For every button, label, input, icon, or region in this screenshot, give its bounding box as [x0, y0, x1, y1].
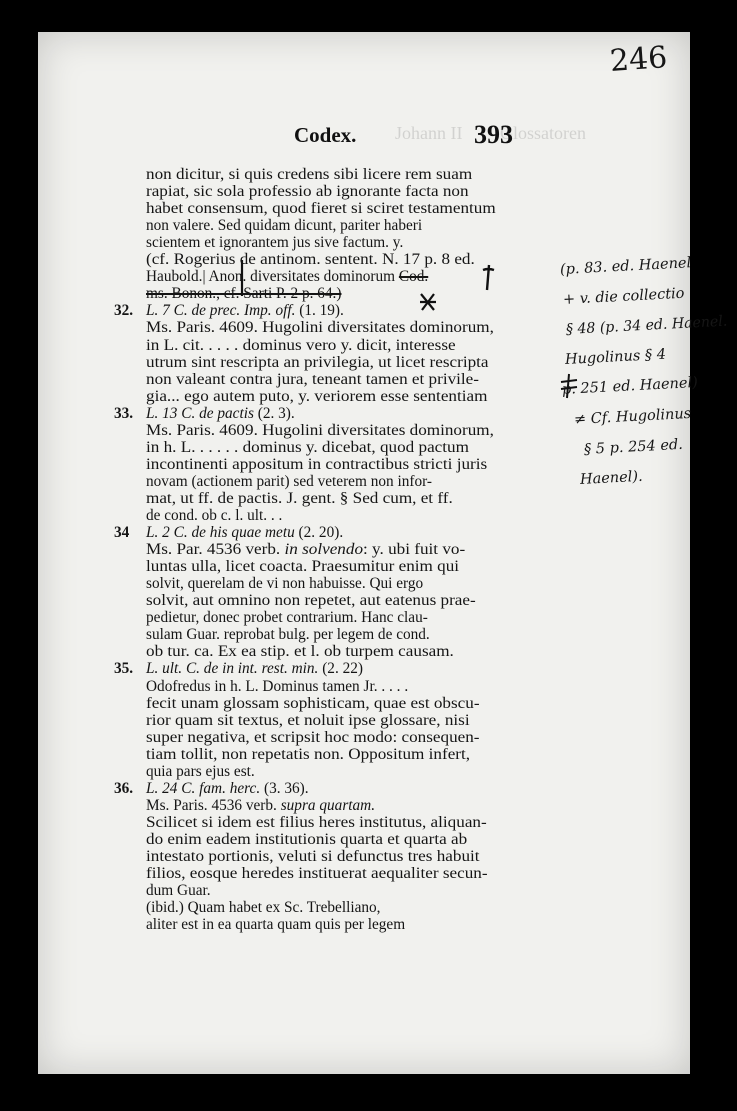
handwritten-folio-number: 246 [608, 40, 669, 79]
text-run: gia... ego autem puto, y. veriorem esse sententiam [146, 387, 488, 405]
text-run: Ms. Par. 4536 verb. [146, 541, 285, 559]
struck-text: Cod. [398, 268, 429, 286]
handwritten-margin-note: + v. die collectio [562, 285, 685, 308]
text-run: filios, eosque heredes instituerat aequaliter secun- [146, 865, 488, 883]
text-line [146, 354, 489, 371]
text-line [146, 200, 496, 217]
text-run: Haubold.| Anon. diversitates dominorum [146, 268, 399, 286]
text-run: Ms. Paris. 4609. Hugolini diversitates dominorum, [146, 421, 494, 439]
entry-number: 36. [114, 779, 134, 797]
text-line [146, 626, 430, 643]
text-run: super negativa, et scripsit hoc modo: consequen- [146, 728, 480, 746]
text-run: mat, ut ff. de pactis. J. gent. § Sed cum, et ff. [146, 489, 453, 507]
text-run: non valeant contra jura, teneant tamen et privile- [146, 370, 479, 388]
text-run: intestato portionis, veluti si defunctus tres habuit [146, 848, 480, 865]
text-line [146, 302, 344, 319]
text-run: novam (actionem parit) sed veterem non infor- [146, 472, 432, 490]
struck-text: ms. Bonon., cf. Sarti P. 2 p. 64.) [146, 285, 342, 303]
bleed-through-text: Johann II [395, 123, 463, 143]
text-line [146, 456, 487, 473]
text-run: dum Guar. [146, 882, 211, 900]
text-run: ob tur. ca. Ex ea stip. et l. ob turpem causam. [146, 643, 454, 661]
text-run: (1. 19). [295, 302, 344, 320]
text-run: habet consensum, quod fieret si sciret testamentum [146, 200, 496, 218]
text-line [146, 729, 480, 746]
text-line [146, 848, 480, 865]
italic-citation: supra quartam. [280, 796, 376, 814]
text-run: de cond. ob c. l. ult. . . [146, 507, 283, 524]
text-line [146, 405, 295, 422]
handwritten-margin-note: § 48 (p. 34 ed. Haenel. [565, 313, 728, 338]
text-line [146, 899, 381, 916]
text-line [146, 797, 375, 814]
handwritten-margin-note: Hugolinus § 4 [564, 346, 667, 368]
text-line [146, 763, 255, 780]
text-line [146, 183, 469, 200]
italic-citation: L. 24 C. fam. herc. [146, 779, 261, 797]
text-line [146, 695, 480, 712]
text-line [146, 166, 472, 183]
handwritten-plus-mark [478, 262, 500, 292]
entry-number: 34 [114, 524, 130, 542]
text-line [146, 439, 469, 456]
text-run: solvit, querelam de vi non habuisse. Qui ergo [146, 575, 424, 593]
text-run: Odofredus in h. L. Dominus tamen Jr. . . . . [146, 677, 409, 695]
text-run: solvit, aut omnino non repetet, aut eatenus prae- [146, 592, 476, 610]
text-run: (cf. Rogerius de antinom. sentent. N. 17 p. 8 ed. [146, 251, 475, 269]
text-line [146, 882, 211, 899]
page-number: 393 [474, 120, 513, 149]
running-header: Codex. [294, 123, 357, 147]
text-run: utrum sint rescripta an privilegia, ut licet rescripta [146, 353, 489, 371]
text-run: (2. 22) [318, 660, 363, 678]
handwritten-margin-note: § 5 p. 254 ed. [583, 436, 684, 458]
handwritten-margin-note: p. 251 ed. Haenel) [561, 374, 699, 398]
text-line [146, 473, 432, 490]
text-line [146, 422, 494, 439]
text-line [146, 660, 363, 677]
text-run: luntas ulla, licet coacta. Praesumitur enim qui [146, 558, 460, 576]
text-line [146, 507, 282, 524]
handwritten-bracket-mark [238, 258, 246, 298]
text-line [146, 217, 422, 234]
text-run: fecit unam glossam sophisticam, quae est obscu- [146, 694, 480, 712]
text-line [146, 268, 428, 285]
italic-citation: in solvendo [284, 541, 364, 559]
text-run: sulam Guar. reprobat bulg. per legem de cond. [146, 626, 430, 644]
text-line [146, 371, 479, 388]
text-line [146, 524, 343, 541]
text-run: Scilicet si idem est filius heres institutus, aliquan- [146, 813, 487, 831]
entry-number: 32. [114, 302, 134, 320]
text-run: in L. cit. . . . . dominus vero y. dicit, interesse [146, 336, 456, 354]
text-line [146, 780, 309, 797]
text-line [146, 712, 470, 729]
text-run: (ibid.) Quam habet ex Sc. Trebelliano, [146, 899, 381, 917]
text-run: in h. L. . . . . . dominus y. dicebat, quod pactum [146, 438, 469, 456]
italic-citation: L. 7 C. de prec. Imp. off. [146, 302, 296, 320]
text-line [146, 678, 408, 695]
handwritten-crossout-mark [417, 290, 439, 314]
text-line [146, 541, 465, 558]
text-run: Ms. Paris. 4536 verb. [146, 796, 281, 814]
text-line [146, 609, 428, 626]
text-run: : y. ubi fuit vo- [363, 541, 466, 559]
italic-citation: L. ult. C. de in int. rest. min. [146, 660, 319, 678]
text-run: do enim eadem institutionis quarta et quarta ab [146, 830, 468, 848]
text-run: (2. 3). [253, 404, 295, 422]
text-run: rapiat, sic sola professio ab ignorante facta non [146, 183, 469, 201]
text-run: incontinenti appositum in contractibus stricti juris [146, 455, 488, 473]
handwritten-margin-note: (p. 83. ed. Haenel [559, 255, 692, 278]
text-line [146, 814, 487, 831]
text-run: aliter est in ea quarta quam quis per legem [146, 916, 406, 934]
text-line [146, 490, 453, 507]
entry-number: 35. [114, 660, 134, 678]
text-run: non valere. Sed quidam dicunt, pariter haberi [146, 217, 423, 235]
bleed-through-text: Glossatoren [500, 123, 586, 143]
text-line [146, 319, 494, 336]
handwritten-margin-note: ≠ Cf. Hugolinus [573, 405, 692, 428]
text-run: scientem et ignorantem jus sive factum. y. [146, 234, 404, 252]
text-line [146, 337, 456, 354]
italic-citation: L. 2 C. de his quae metu [146, 524, 295, 542]
text-line [146, 592, 476, 609]
text-run: tiam tollit, non repetatis non. Oppositum infert, [146, 745, 471, 763]
text-run: quia pars ejus est. [146, 762, 255, 780]
text-line [146, 388, 487, 405]
text-run: pedietur, donec probet contrarium. Hanc clau- [146, 609, 428, 627]
text-run: non dicitur, si quis credens sibi licere rem suam [146, 166, 473, 183]
text-line [146, 865, 488, 882]
handwritten-margin-note: Haenel). [579, 468, 644, 488]
text-line [146, 234, 403, 251]
text-run: (3. 36). [260, 779, 309, 797]
text-line [146, 643, 454, 660]
italic-citation: L. 13 C. de pactis [146, 404, 254, 422]
text-line [146, 916, 405, 933]
entry-number: 33. [114, 404, 134, 422]
text-run: Ms. Paris. 4609. Hugolini diversitates dominorum, [146, 319, 494, 337]
text-run: rior quam sit textus, et noluit ipse glossare, nisi [146, 711, 470, 729]
text-run: (2. 20). [294, 524, 344, 542]
text-line [146, 746, 470, 763]
text-line [146, 251, 475, 268]
text-line [146, 558, 459, 575]
text-line [146, 575, 423, 592]
text-line [146, 831, 467, 848]
